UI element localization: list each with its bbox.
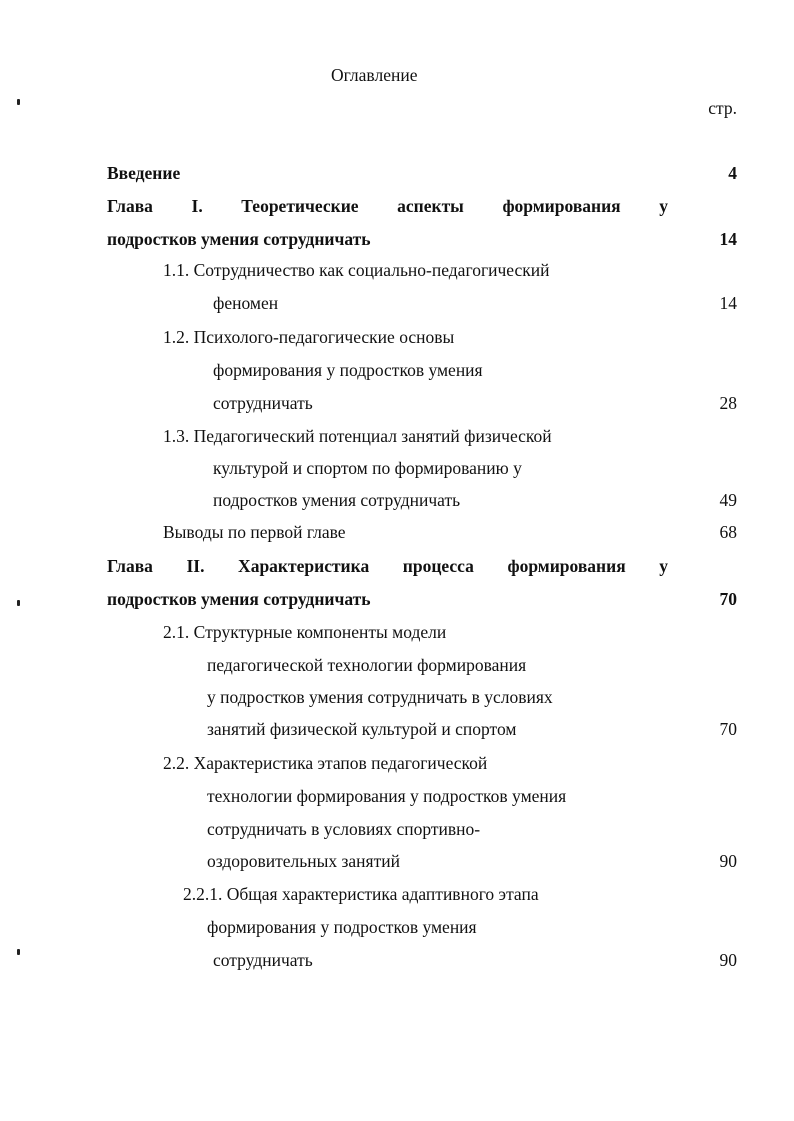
toc-entry-2-2: 2.2. Характеристика этапов педагогической [163, 753, 488, 773]
toc-entry-1-3: 1.3. Педагогический потенциал занятий физической [163, 426, 552, 446]
toc-entry-2-2-cont: оздоровительных занятий [207, 851, 400, 871]
toc-entry-1-2: 1.2. Психолого-педагогические основы [163, 327, 455, 347]
scan-mark [17, 949, 20, 955]
toc-page: 49 [719, 490, 737, 510]
toc-entry-1-3-cont: культурой и спортом по формированию у [213, 458, 522, 478]
scan-mark [17, 99, 20, 105]
toc-entry-2-1: 2.1. Структурные компоненты модели [163, 622, 447, 642]
toc-page: 70 [719, 589, 737, 609]
toc-entry-intro: Введение [107, 163, 181, 183]
toc-entry-2-1-cont: у подростков умения сотрудничать в условиях [207, 687, 553, 707]
toc-entry-chapter2: Глава II. Характеристика процесса формирования у [107, 556, 668, 576]
toc-page: 14 [719, 293, 737, 313]
page-title: Оглавление [331, 65, 418, 85]
toc-entry-2-1-cont: педагогической технологии формирования [207, 655, 527, 675]
toc-entry-chapter1: Глава I. Теоретические аспекты формирования у [107, 196, 668, 216]
toc-page: 14 [719, 229, 737, 249]
toc-entry-2-2-1-cont: сотрудничать [213, 950, 313, 970]
toc-entry-1-3-cont: подростков умения сотрудничать [213, 490, 461, 510]
toc-entry-2-1-cont: занятий физической культурой и спортом [207, 719, 517, 739]
toc-page: 4 [728, 163, 737, 183]
toc-page: 28 [719, 393, 737, 413]
toc-page: 90 [719, 950, 737, 970]
toc-entry-1-1-cont: феномен [213, 293, 279, 313]
toc-entry-2-2-1-cont: формирования у подростков умения [207, 917, 477, 937]
toc-entry-1-2-cont: формирования у подростков умения [213, 360, 483, 380]
toc-entry-2-2-cont: сотрудничать в условиях спортивно- [207, 819, 481, 839]
toc-entry-1-1: 1.1. Сотрудничество как социально-педагогический [163, 260, 550, 280]
toc-entry-chapter1-cont: подростков умения сотрудничать [107, 229, 371, 249]
toc-entry-2-2-1: 2.2.1. Общая характеристика адаптивного этапа [183, 884, 539, 904]
toc-page: 68 [719, 522, 737, 542]
toc-entry-chapter2-cont: подростков умения сотрудничать [107, 589, 371, 609]
toc-page: 90 [719, 851, 737, 871]
toc-entry-1-2-cont: сотрудничать [213, 393, 313, 413]
toc-entry-2-2-cont: технологии формирования у подростков умения [207, 786, 567, 806]
page-column-label: стр. [708, 98, 737, 118]
scan-mark [17, 600, 20, 606]
toc-page: 70 [719, 719, 737, 739]
toc-entry-conclusions-1: Выводы по первой главе [163, 522, 346, 542]
